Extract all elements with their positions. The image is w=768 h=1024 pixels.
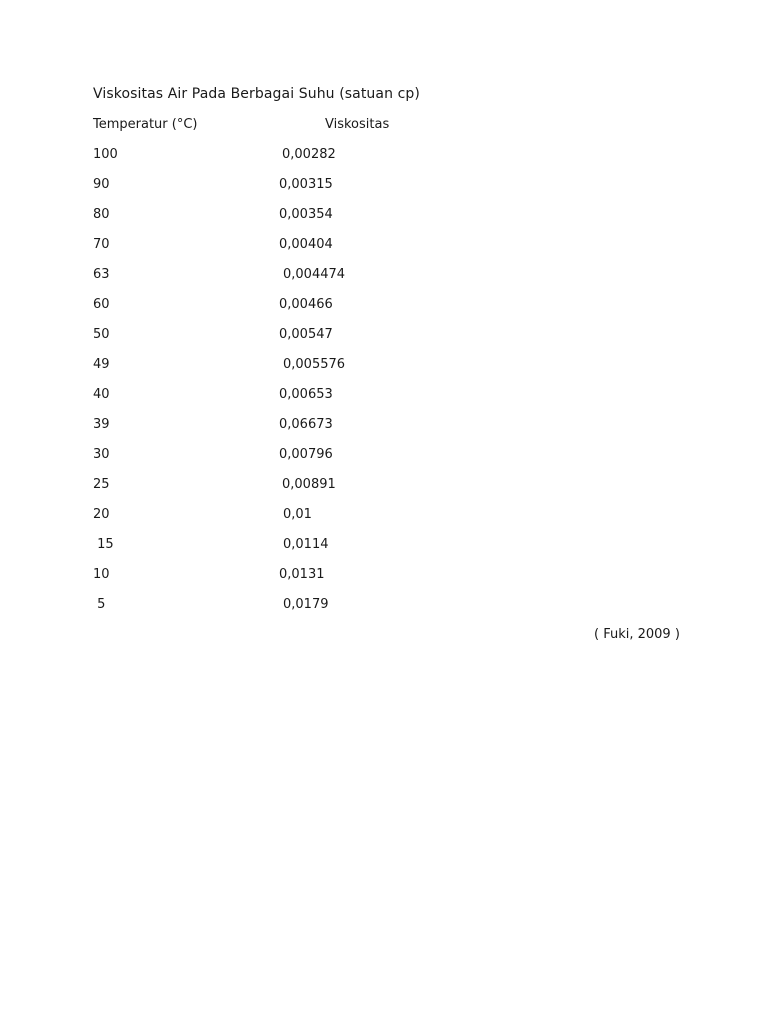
column-header-viscosity: Viskositas bbox=[325, 117, 390, 132]
viscosity-cell: 0,00653 bbox=[279, 387, 333, 402]
viscosity-cell: 0,0131 bbox=[279, 567, 325, 582]
viscosity-cell: 0,005576 bbox=[283, 357, 346, 372]
table-row bbox=[0, 297, 768, 317]
temperature-cell: 30 bbox=[93, 447, 110, 462]
temperature-cell: 90 bbox=[93, 177, 110, 192]
temperature-cell: 63 bbox=[93, 267, 110, 282]
table-row bbox=[0, 147, 768, 167]
temperature-cell: 10 bbox=[93, 567, 110, 582]
temperature-cell: 39 bbox=[93, 417, 110, 432]
viscosity-cell: 0,00282 bbox=[282, 147, 336, 162]
temperature-cell: 25 bbox=[93, 477, 110, 492]
temperature-cell: 15 bbox=[93, 537, 114, 552]
table-row bbox=[0, 267, 768, 287]
table-row bbox=[0, 447, 768, 467]
viscosity-cell: 0,00354 bbox=[279, 207, 333, 222]
viscosity-cell: 0,004474 bbox=[283, 267, 346, 282]
viscosity-cell: 0,00404 bbox=[279, 237, 333, 252]
viscosity-cell: 0,00547 bbox=[279, 327, 333, 342]
viscosity-cell: 0,0114 bbox=[283, 537, 329, 552]
table-row bbox=[0, 567, 768, 587]
temperature-cell: 49 bbox=[93, 357, 110, 372]
document-title: Viskositas Air Pada Berbagai Suhu (satuan cp) bbox=[93, 86, 420, 102]
viscosity-cell: 0,00315 bbox=[279, 177, 333, 192]
table-row bbox=[0, 387, 768, 407]
table-row bbox=[0, 537, 768, 557]
table-row bbox=[0, 507, 768, 527]
table-row bbox=[0, 477, 768, 497]
table-row bbox=[0, 177, 768, 197]
column-header-temperature: Temperatur (°C) bbox=[93, 117, 198, 132]
temperature-cell: 60 bbox=[93, 297, 110, 312]
viscosity-cell: 0,00466 bbox=[279, 297, 333, 312]
table-row bbox=[0, 237, 768, 257]
temperature-cell: 40 bbox=[93, 387, 110, 402]
temperature-cell: 50 bbox=[93, 327, 110, 342]
temperature-cell: 100 bbox=[93, 147, 118, 162]
viscosity-cell: 0,06673 bbox=[279, 417, 333, 432]
source-citation: ( Fuki, 2009 ) bbox=[594, 627, 680, 642]
viscosity-cell: 0,00796 bbox=[279, 447, 333, 462]
table-row bbox=[0, 327, 768, 347]
temperature-cell: 5 bbox=[93, 597, 106, 612]
table-row bbox=[0, 207, 768, 227]
viscosity-cell: 0,01 bbox=[283, 507, 312, 522]
temperature-cell: 20 bbox=[93, 507, 110, 522]
viscosity-cell: 0,0179 bbox=[283, 597, 329, 612]
viscosity-cell: 0,00891 bbox=[282, 477, 336, 492]
temperature-cell: 80 bbox=[93, 207, 110, 222]
temperature-cell: 70 bbox=[93, 237, 110, 252]
table-row bbox=[0, 597, 768, 617]
table-row bbox=[0, 357, 768, 377]
table-row bbox=[0, 417, 768, 437]
